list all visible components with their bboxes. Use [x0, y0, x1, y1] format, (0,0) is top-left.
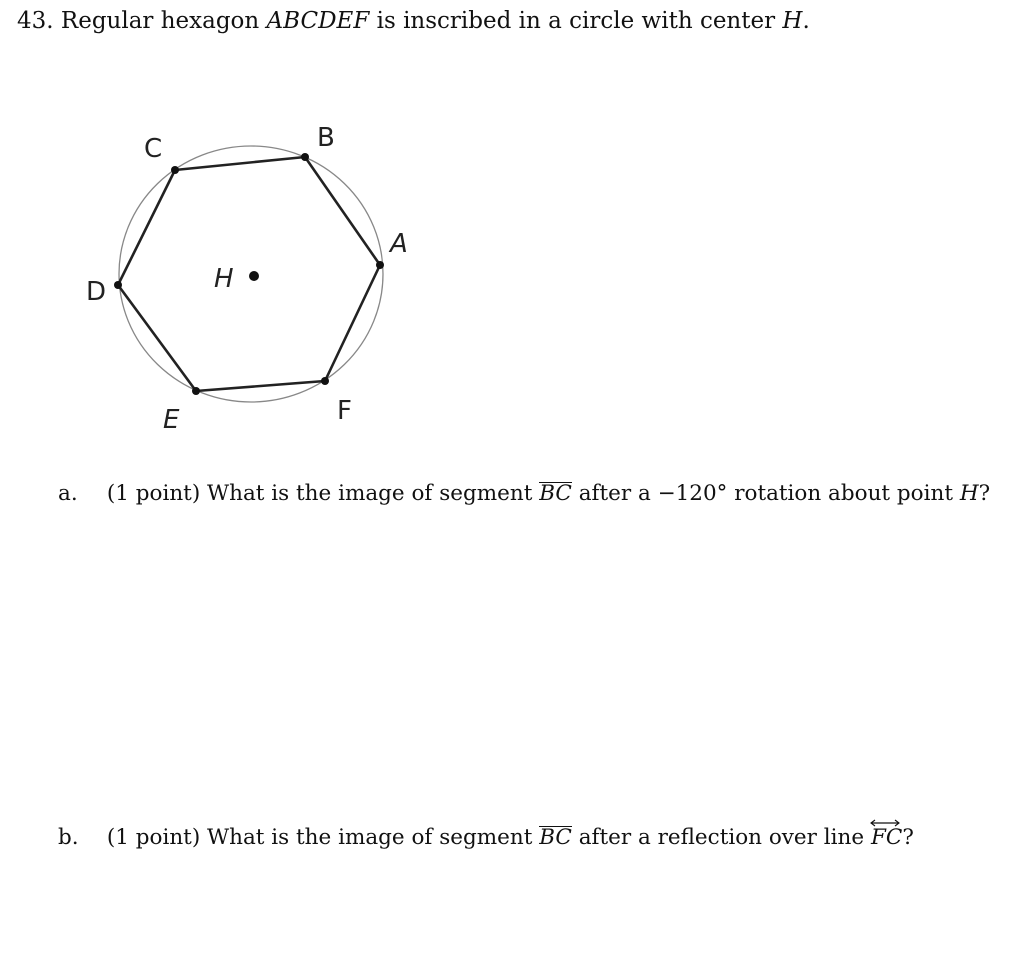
center-point-h — [249, 271, 259, 281]
segment-notation — [539, 481, 572, 506]
question-a — [58, 481, 990, 506]
line-notation — [871, 825, 902, 850]
vertex-point-e — [192, 387, 200, 395]
hexagon-outline — [118, 157, 380, 391]
vertex-point-b — [301, 153, 309, 161]
hexagon-name: ABCDEF — [266, 8, 370, 34]
vertex-label-f: F — [337, 396, 352, 426]
question-text-after: after a −120° rotation about point — [578, 481, 953, 506]
question-letter: a. — [58, 481, 78, 506]
segment-name: BC — [539, 481, 572, 506]
question-points: (1 point) — [106, 481, 201, 506]
hexagon-diagram — [70, 110, 430, 440]
double-arrow-icon — [870, 819, 900, 827]
question-letter: b. — [58, 825, 79, 850]
problem-statement — [17, 8, 810, 34]
question-end: ? — [902, 825, 914, 850]
problem-text-before: Regular hexagon — [60, 8, 260, 34]
vertex-point-d — [114, 281, 122, 289]
vertex-label-e: E — [163, 405, 180, 435]
vertex-point-c — [171, 166, 179, 174]
problem-text-end: . — [802, 8, 810, 34]
center-label: H — [782, 8, 803, 34]
question-text-after: after a reflection over line — [578, 825, 865, 850]
vertex-label-c: C — [144, 134, 163, 164]
center-label-h: H — [214, 264, 234, 294]
vertex-point-f — [321, 377, 329, 385]
vertex-point-a — [376, 261, 384, 269]
question-points: (1 point) — [106, 825, 201, 850]
vertex-label-b: B — [317, 123, 335, 153]
segment-notation — [539, 825, 572, 850]
hexagon-figure — [70, 110, 430, 444]
vertex-label-d: D — [86, 277, 107, 307]
rotation-center: H — [959, 481, 979, 506]
question-text-before: What is the image of segment — [207, 481, 533, 506]
segment-name: BC — [539, 825, 572, 850]
question-b — [58, 825, 914, 850]
line-name: FC — [870, 825, 903, 850]
question-end: ? — [978, 481, 991, 506]
vertex-label-a: A — [390, 229, 408, 259]
problem-text-middle: is inscribed in a circle with center — [376, 8, 776, 34]
question-text-before: What is the image of segment — [207, 825, 533, 850]
problem-number: 43. — [17, 8, 54, 34]
